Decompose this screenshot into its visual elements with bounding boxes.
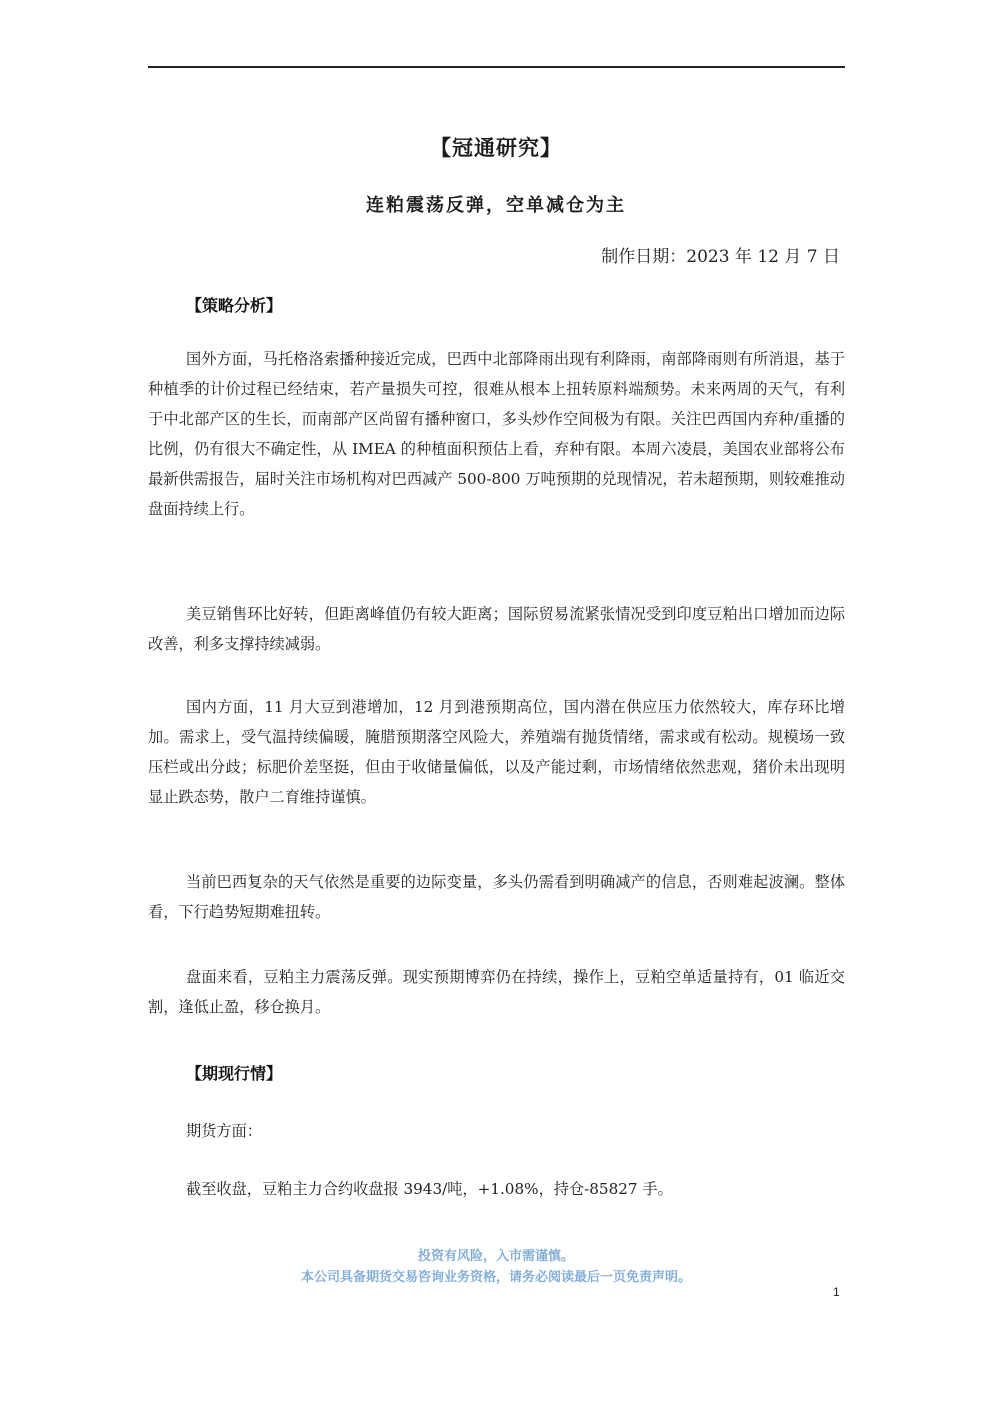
section-heading-strategy: 【策略分析】 xyxy=(186,296,283,315)
strategy-paragraph: 国内方面，11 月大豆到港增加，12 月到港预期高位，国内潜在供应压力依然较大，库存环比增加。需求上，受气温持续偏暖，腌腊预期落空风险大，养殖端有抛货情绪，需求或有松动。规模场一致压栏或出分歧；标肥价差坚挺，但由于收储量偏低，以及产能过剩，市场情绪依然悲观，猪价未出现明显止跌态势，散户二育维持谨慎。 xyxy=(148,698,845,806)
risk-warning: 投资有风险，入市需谨慎。 xyxy=(417,1249,574,1264)
page-number: 1 xyxy=(833,1285,840,1299)
strategy-paragraph: 当前巴西复杂的天气依然是重要的边际变量，多头仍需看到明确减产的信息，否则难起波澜。整体看，下行趋势短期难扭转。 xyxy=(148,873,845,921)
disclaimer-notice: 本公司具备期货交易咨询业务资格，请务必阅读最后一页免责声明。 xyxy=(300,1270,691,1285)
section-heading-market: 【期现行情】 xyxy=(186,1064,283,1083)
strategy-paragraph: 美豆销售环比好转，但距离峰值仍有较大距离；国际贸易流紧张情况受到印度豆粕出口增加而边际改善，利多支撑持续减弱。 xyxy=(148,605,845,653)
strategy-paragraph: 国外方面，马托格洛索播种接近完成，巴西中北部降雨出现有利降雨，南部降雨则有所消退，基于种植季的计价过程已经结束，若产量损失可控，很难从根本上扭转原料端颓势。未来两周的天气，有利于中北部产区的生长，而南部产区尚留有播种窗口，多头炒作空间极为有限。关注巴西国内弃种/重播的比例，仍有很大不确定性，从 IMEA 的种植面积预估上看，弃种有限。本周六凌晨，美国农业部将公布最新供需报告，届时关注市场机构对巴西减产 500-800 万吨预期的兑现情况，若未超预期，则较难推动盘面持续上行。 xyxy=(148,350,845,518)
report-brand-title: 【冠通研究】 xyxy=(430,135,562,160)
header-rule xyxy=(148,66,845,68)
futures-close-text: 截至收盘，豆粕主力合约收盘报 3943/吨，+1.08%，持仓-85827 手。 xyxy=(186,1180,673,1198)
report-headline: 连粕震荡反弹，空单减仓为主 xyxy=(366,195,626,216)
futures-label: 期货方面： xyxy=(186,1122,262,1140)
strategy-paragraph: 盘面来看，豆粕主力震荡反弹。现实预期博弈仍在持续，操作上，豆粕空单适量持有，01 临近交割，逢低止盈，移仓换月。 xyxy=(148,968,845,1016)
report-date: 制作日期：2023 年 12 月 7 日 xyxy=(601,247,840,267)
